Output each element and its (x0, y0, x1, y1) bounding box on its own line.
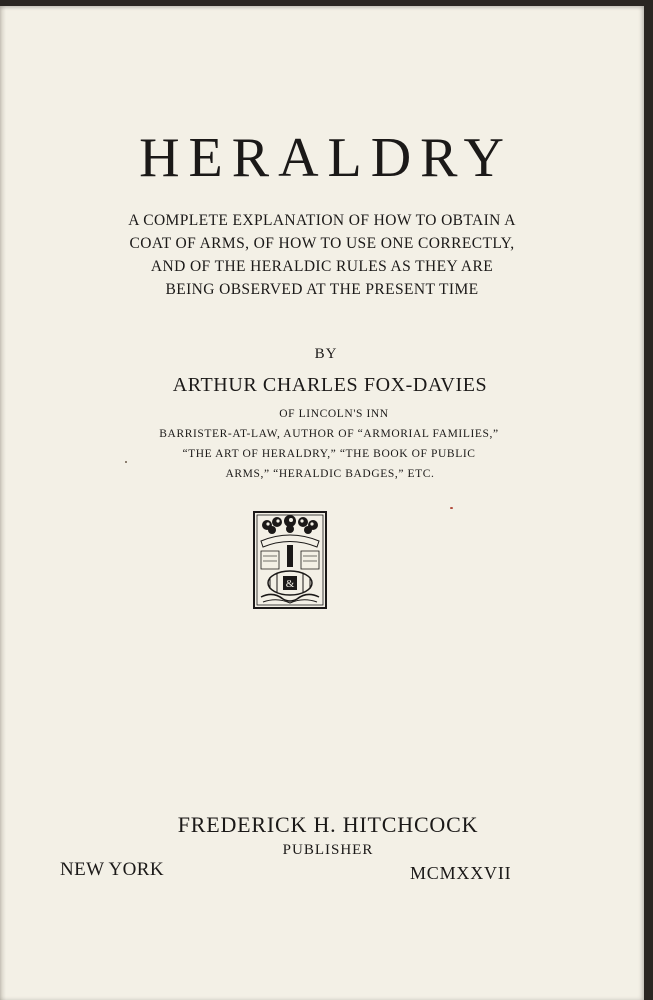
publisher-label: PUBLISHER (282, 842, 374, 858)
book-title: HERALDRY (139, 127, 513, 189)
credentials-line: ARMS,” “HERALDIC BADGES,” ETC. (225, 468, 435, 480)
paper-speck (125, 461, 127, 463)
title-page (0, 6, 644, 1000)
credentials-line: BARRISTER-AT-LAW, AUTHOR OF “ARMORIAL FAMILIES,” (159, 428, 499, 440)
publisher-name: FREDERICK H. HITCHCOCK (177, 812, 479, 837)
svg-text:&: & (285, 578, 295, 590)
publisher-device-icon (253, 511, 327, 609)
author-credentials (0, 404, 644, 484)
credentials-line: OF LINCOLN'S INN (279, 408, 389, 420)
subtitle-line: AND OF THE HERALDIC RULES AS THEY ARE (150, 258, 494, 275)
book-subtitle (0, 209, 644, 301)
publication-year: MCMXXVII (410, 863, 512, 883)
subtitle-line: BEING OBSERVED AT THE PRESENT TIME (165, 281, 479, 298)
subtitle-line: COAT OF ARMS, OF HOW TO USE ONE CORRECTLY, (129, 235, 515, 252)
author-name: ARTHUR CHARLES FOX-DAVIES (172, 374, 488, 396)
by-line: BY (314, 346, 338, 362)
paper-speck (450, 507, 453, 509)
credentials-line: “THE ART OF HERALDRY,” “THE BOOK OF PUBLIC (182, 448, 476, 460)
publication-place: NEW YORK (60, 859, 164, 880)
subtitle-line: A COMPLETE EXPLANATION OF HOW TO OBTAIN A (128, 212, 516, 229)
